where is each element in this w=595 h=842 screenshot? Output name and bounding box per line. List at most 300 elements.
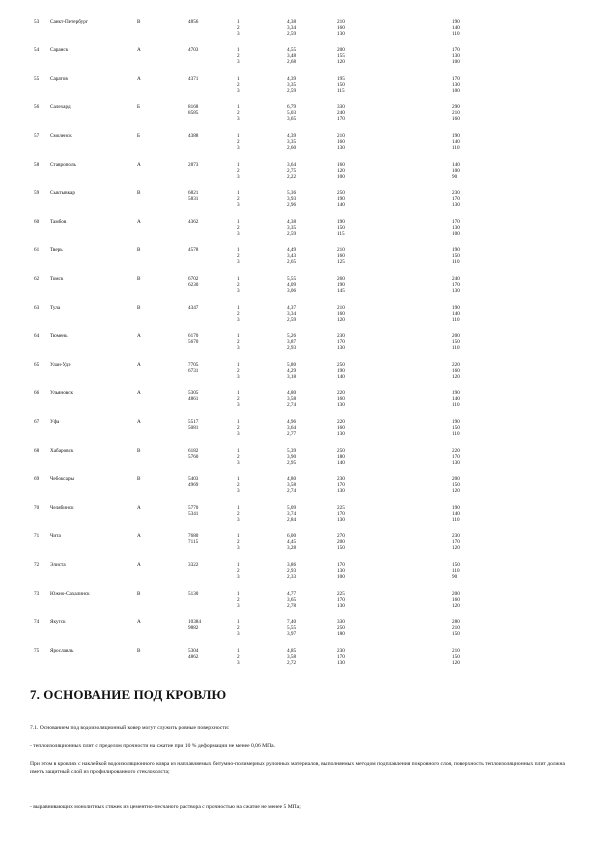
degree-days-value: 4703 <box>188 47 199 54</box>
thickness-b: 130 <box>452 459 460 466</box>
section-title: 7. ОСНОВАНИЕ ПОД КРОВЛЮ <box>30 687 227 702</box>
thermal-resistance: 2,59 <box>287 87 297 94</box>
thickness-b: 150 <box>452 253 460 260</box>
thickness-a: 130 <box>337 30 345 37</box>
thermal-resistance: 2,77 <box>287 431 297 437</box>
degree-days-value: 4969 <box>188 482 199 489</box>
thickness-a: 170 <box>337 653 345 660</box>
thickness-a: 170 <box>337 482 345 489</box>
thermal-resistance: 3,65 <box>287 596 297 603</box>
thermal-resistance: 2,59 <box>287 230 297 237</box>
line-index: 3 <box>237 516 240 523</box>
thermal-resistance: 6,79 <box>287 104 297 111</box>
line-index: 1 <box>237 476 240 483</box>
line-index: 2 <box>237 196 240 203</box>
humidity-zone: А <box>137 390 141 397</box>
thickness-b: 90 <box>452 574 458 580</box>
degree-days-value: 5081 <box>188 424 199 431</box>
degree-days-value: 4862 <box>188 653 199 660</box>
humidity-zone: В <box>137 18 141 25</box>
line-index: 1 <box>237 333 240 340</box>
degree-days-value: 4578 <box>188 247 199 254</box>
humidity-zone: А <box>137 561 141 568</box>
thickness-a: 230 <box>337 647 345 654</box>
line-index: 3 <box>237 545 240 552</box>
thickness-a: 160 <box>337 24 345 31</box>
thickness-b: 190 <box>452 18 460 25</box>
line-index: 2 <box>237 424 240 431</box>
line-index: 1 <box>237 361 240 368</box>
thickness-b: 190 <box>452 304 460 311</box>
thermal-resistance: 4,38 <box>287 18 297 25</box>
degree-days-value: 7680 <box>188 533 199 540</box>
city-name: Элиста <box>50 561 66 568</box>
line-index: 2 <box>237 253 240 260</box>
thickness-b: 170 <box>452 196 460 203</box>
thickness-a: 130 <box>337 431 345 437</box>
thickness-b: 140 <box>452 310 460 317</box>
degree-days-value: 5770 <box>188 504 199 511</box>
thickness-a: 160 <box>337 396 345 403</box>
humidity-zone: А <box>137 533 141 540</box>
thickness-a: 130 <box>337 602 345 609</box>
city-name: Саранск <box>50 47 69 54</box>
line-index: 2 <box>237 167 240 174</box>
thermal-resistance: 3,28 <box>287 545 297 552</box>
line-index: 2 <box>237 138 240 145</box>
thickness-a: 210 <box>337 247 345 254</box>
line-index: 3 <box>237 402 240 409</box>
thickness-a: 195 <box>337 75 345 82</box>
thermal-resistance: 5,03 <box>287 110 297 117</box>
city-name: Тамбов <box>50 218 67 225</box>
degree-days-value: 4362 <box>188 218 199 225</box>
thickness-a: 150 <box>337 224 345 231</box>
thickness-b: 210 <box>452 110 460 117</box>
thickness-b: 200 <box>452 590 460 597</box>
line-index: 2 <box>237 510 240 517</box>
thickness-a: 250 <box>337 447 345 454</box>
line-index: 2 <box>237 110 240 117</box>
thermal-resistance: 4,80 <box>287 390 297 397</box>
thickness-a: 130 <box>337 145 345 151</box>
thickness-a: 130 <box>337 567 345 574</box>
thermal-resistance: 3,90 <box>287 453 297 460</box>
thickness-a: 170 <box>337 561 345 568</box>
line-index: 1 <box>237 18 240 25</box>
degree-days-value: 4856 <box>188 18 199 25</box>
thickness-a: 170 <box>337 339 345 346</box>
line-index: 1 <box>237 418 240 425</box>
thickness-a: 190 <box>337 281 345 288</box>
row-number: 70 <box>34 504 40 511</box>
line-index: 3 <box>237 288 240 294</box>
line-index: 3 <box>237 30 240 37</box>
line-index: 2 <box>237 539 240 546</box>
thickness-b: 140 <box>452 396 460 403</box>
line-index: 1 <box>237 190 240 197</box>
thickness-b: 170 <box>452 281 460 288</box>
city-name: Сыктывкар <box>50 190 75 197</box>
humidity-zone: А <box>137 361 141 368</box>
thermal-resistance: 2,60 <box>287 145 297 151</box>
thermal-resistance: 3,87 <box>287 339 297 346</box>
row-number: 64 <box>34 333 40 340</box>
thermal-resistance: 3,35 <box>287 138 297 145</box>
thickness-a: 160 <box>337 138 345 145</box>
thickness-a: 120 <box>337 59 345 66</box>
thermal-resistance: 2,72 <box>287 659 297 666</box>
thickness-b: 140 <box>452 138 460 145</box>
row-number: 68 <box>34 447 40 454</box>
thermal-resistance: 3,34 <box>287 24 297 31</box>
thickness-b: 200 <box>452 333 460 340</box>
thickness-b: 130 <box>452 202 460 209</box>
degree-days-value: 5341 <box>188 510 199 517</box>
thermal-resistance: 5,55 <box>287 275 297 282</box>
thermal-resistance: 2,22 <box>287 173 297 180</box>
thickness-a: 230 <box>337 333 345 340</box>
line-index: 1 <box>237 304 240 311</box>
thickness-b: 130 <box>452 53 460 60</box>
thickness-a: 120 <box>337 316 345 323</box>
thickness-a: 250 <box>337 625 345 632</box>
thermal-resistance: 2,59 <box>287 30 297 37</box>
degree-days-value: 4371 <box>188 75 199 82</box>
line-index: 3 <box>237 631 240 638</box>
thickness-b: 120 <box>452 659 460 666</box>
thermal-resistance: 3,58 <box>287 482 297 489</box>
line-index: 3 <box>237 574 240 580</box>
thermal-resistance: 4,39 <box>287 75 297 82</box>
city-name: Ульяновск <box>50 390 74 397</box>
city-name: Хабаровск <box>50 447 74 454</box>
line-index: 2 <box>237 453 240 460</box>
line-index: 3 <box>237 59 240 66</box>
humidity-zone: В <box>137 476 141 483</box>
thickness-a: 170 <box>337 116 345 123</box>
thermal-resistance: 4,49 <box>287 247 297 254</box>
row-number: 58 <box>34 161 40 168</box>
thermal-resistance: 3,18 <box>287 373 297 380</box>
thickness-a: 120 <box>337 167 345 174</box>
line-index: 1 <box>237 504 240 511</box>
degree-days-value: 7115 <box>188 539 199 546</box>
city-name: Салехард <box>50 104 71 111</box>
thickness-a: 100 <box>337 574 345 580</box>
thickness-b: 90 <box>452 173 458 180</box>
thickness-b: 100 <box>452 87 460 94</box>
thickness-b: 120 <box>452 602 460 609</box>
thermal-resistance: 5,26 <box>287 333 297 340</box>
thickness-a: 220 <box>337 418 345 425</box>
thickness-a: 160 <box>337 424 345 431</box>
thermal-resistance: 4,29 <box>287 367 297 374</box>
thickness-a: 115 <box>337 87 345 94</box>
thickness-a: 330 <box>337 619 345 626</box>
degree-days-value: 4388 <box>188 132 199 139</box>
thickness-b: 110 <box>452 145 460 151</box>
degree-days-value: 6170 <box>188 333 199 340</box>
paragraph-protective-layer: При этом в кровлях с наклейкой водоизоляционного ковра из наплавляемых битумно-полимерных рулонных материалов, выполняемых методом подплавления покровного слоя, поверхность теплоизоляционных плит должна иметь защитный слой из профилированного стеклохолста; <box>30 761 565 775</box>
line-index: 1 <box>237 533 240 540</box>
thermal-resistance: 2,84 <box>287 516 297 523</box>
thermal-resistance: 2,74 <box>287 488 297 495</box>
thickness-b: 160 <box>452 116 460 123</box>
line-index: 1 <box>237 161 240 168</box>
line-index: 1 <box>237 75 240 82</box>
thickness-a: 160 <box>337 310 345 317</box>
thickness-b: 150 <box>452 561 460 568</box>
thickness-b: 150 <box>452 424 460 431</box>
row-number: 61 <box>34 247 40 254</box>
line-index: 1 <box>237 619 240 626</box>
thickness-b: 150 <box>452 339 460 346</box>
thickness-b: 100 <box>452 167 460 174</box>
thermal-resistance: 3,64 <box>287 424 297 431</box>
thickness-a: 190 <box>337 367 345 374</box>
thickness-b: 110 <box>452 30 460 37</box>
degree-days-value: 3322 <box>188 561 199 568</box>
thickness-b: 190 <box>452 247 460 254</box>
line-index: 1 <box>237 218 240 225</box>
thickness-b: 150 <box>452 653 460 660</box>
humidity-zone: Б <box>137 132 140 139</box>
thickness-b: 140 <box>452 161 460 168</box>
line-index: 2 <box>237 482 240 489</box>
thermal-resistance: 3,58 <box>287 396 297 403</box>
row-number: 53 <box>34 18 40 25</box>
thickness-b: 160 <box>452 596 460 603</box>
thermal-resistance: 5,55 <box>287 625 297 632</box>
thickness-b: 110 <box>452 316 460 323</box>
thickness-b: 200 <box>452 476 460 483</box>
thickness-b: 190 <box>452 504 460 511</box>
thermal-resistance: 4,77 <box>287 590 297 597</box>
line-index: 1 <box>237 590 240 597</box>
thickness-a: 210 <box>337 304 345 311</box>
row-number: 55 <box>34 75 40 82</box>
degree-days-value: 5304 <box>188 647 199 654</box>
degree-days-value: 8168 <box>188 104 199 111</box>
thickness-a: 225 <box>337 504 345 511</box>
row-number: 74 <box>34 619 40 626</box>
thermal-resistance: 3,48 <box>287 53 297 60</box>
line-index: 1 <box>237 561 240 568</box>
line-index: 3 <box>237 116 240 123</box>
line-index: 3 <box>237 373 240 380</box>
humidity-zone: В <box>137 190 141 197</box>
thickness-b: 210 <box>452 647 460 654</box>
degree-days-value: 5670 <box>188 339 199 346</box>
thickness-b: 160 <box>452 367 460 374</box>
thickness-a: 220 <box>337 390 345 397</box>
thermal-resistance: 2,95 <box>287 459 297 466</box>
thickness-b: 120 <box>452 488 460 495</box>
line-index: 3 <box>237 202 240 209</box>
humidity-zone: В <box>137 447 141 454</box>
humidity-zone: В <box>137 275 141 282</box>
thermal-resistance: 4,37 <box>287 304 297 311</box>
humidity-zone: А <box>137 218 141 225</box>
thickness-b: 110 <box>452 259 460 266</box>
thickness-b: 170 <box>452 75 460 82</box>
line-index: 2 <box>237 653 240 660</box>
thermal-resistance: 7,40 <box>287 619 297 626</box>
thickness-a: 125 <box>337 259 345 266</box>
degree-days-value: 5831 <box>188 196 199 203</box>
thermal-resistance: 3,93 <box>287 196 297 203</box>
line-index: 3 <box>237 316 240 323</box>
thickness-a: 170 <box>337 596 345 603</box>
thickness-b: 150 <box>452 631 460 638</box>
degree-days-value: 4861 <box>188 396 199 403</box>
humidity-zone: А <box>137 161 141 168</box>
row-number: 73 <box>34 590 40 597</box>
thickness-a: 200 <box>337 539 345 546</box>
thermal-resistance: 2,59 <box>287 316 297 323</box>
city-name: Уфа <box>50 418 60 425</box>
thickness-a: 140 <box>337 459 345 466</box>
thickness-a: 130 <box>337 488 345 495</box>
row-number: 62 <box>34 275 40 282</box>
thickness-a: 250 <box>337 190 345 197</box>
thermal-resistance: 3,43 <box>287 253 297 260</box>
thickness-a: 145 <box>337 288 345 294</box>
line-index: 1 <box>237 132 240 139</box>
thickness-b: 110 <box>452 431 460 437</box>
thickness-b: 220 <box>452 361 460 368</box>
thermal-resistance: 5,09 <box>287 504 297 511</box>
thermal-resistance: 6,00 <box>287 533 297 540</box>
thickness-a: 200 <box>337 47 345 54</box>
thickness-b: 230 <box>452 533 460 540</box>
thickness-b: 130 <box>452 81 460 88</box>
line-index: 2 <box>237 367 240 374</box>
thickness-a: 130 <box>337 402 345 409</box>
thickness-a: 190 <box>337 196 345 203</box>
line-index: 2 <box>237 53 240 60</box>
paragraph-base-intro: 7.1. Основанием под водоизоляционный ковер могут служить ровные поверхности: <box>30 725 230 731</box>
thickness-b: 280 <box>452 619 460 626</box>
thermal-resistance: 4,09 <box>287 281 297 288</box>
thickness-a: 190 <box>337 218 345 225</box>
thickness-a: 170 <box>337 510 345 517</box>
thickness-b: 230 <box>452 190 460 197</box>
paragraph-screed: - выравнивающих монолитных стяжек из цементно-песчаного раствора с прочностью на сжатие не менее 5 МПа; <box>30 804 301 810</box>
thickness-b: 120 <box>452 373 460 380</box>
degree-days-value: 4347 <box>188 304 199 311</box>
thickness-b: 220 <box>452 447 460 454</box>
thermal-resistance: 3,35 <box>287 81 297 88</box>
city-name: Тверь <box>50 247 63 254</box>
row-number: 67 <box>34 418 40 425</box>
thickness-b: 140 <box>452 24 460 31</box>
line-index: 2 <box>237 567 240 574</box>
thickness-a: 230 <box>337 476 345 483</box>
city-name: Южно-Сахалинск <box>50 590 90 597</box>
thickness-b: 110 <box>452 402 460 409</box>
line-index: 3 <box>237 173 240 180</box>
city-name: Тюмень <box>50 333 68 340</box>
line-index: 3 <box>237 259 240 266</box>
row-number: 75 <box>34 647 40 654</box>
thermal-resistance: 2,96 <box>287 202 297 209</box>
row-number: 66 <box>34 390 40 397</box>
line-index: 2 <box>237 396 240 403</box>
city-name: Смоленск <box>50 132 72 139</box>
thickness-a: 260 <box>337 275 345 282</box>
thermal-resistance: 4,96 <box>287 418 297 425</box>
degree-days-value: 5305 <box>188 390 199 397</box>
degree-days-value: 6702 <box>188 275 199 282</box>
city-name: Челябинск <box>50 504 74 511</box>
thermal-resistance: 4,55 <box>287 47 297 54</box>
row-number: 54 <box>34 47 40 54</box>
thickness-b: 190 <box>452 132 460 139</box>
line-index: 2 <box>237 596 240 603</box>
thickness-b: 210 <box>452 625 460 632</box>
humidity-zone: Б <box>137 104 140 111</box>
thermal-resistance: 2,33 <box>287 574 297 580</box>
thickness-a: 250 <box>337 361 345 368</box>
thickness-a: 225 <box>337 590 345 597</box>
degree-days-value: 10384 <box>188 619 201 626</box>
city-name: Ярославль <box>50 647 74 654</box>
thickness-a: 130 <box>337 659 345 666</box>
thermal-resistance: 4,39 <box>287 132 297 139</box>
thickness-b: 150 <box>452 482 460 489</box>
thickness-a: 140 <box>337 373 345 380</box>
humidity-zone: А <box>137 333 141 340</box>
thickness-b: 100 <box>452 59 460 66</box>
humidity-zone: В <box>137 590 141 597</box>
row-number: 69 <box>34 476 40 483</box>
thickness-b: 240 <box>452 275 460 282</box>
thermal-resistance: 2,68 <box>287 59 297 66</box>
row-number: 57 <box>34 132 40 139</box>
thickness-a: 130 <box>337 516 345 523</box>
city-name: Санкт-Петербург <box>50 18 88 25</box>
line-index: 2 <box>237 24 240 31</box>
thickness-b: 100 <box>452 230 460 237</box>
thickness-b: 110 <box>452 567 460 574</box>
thermal-resistance: 3,86 <box>287 561 297 568</box>
degree-days-value: 6821 <box>188 190 199 197</box>
thickness-a: 140 <box>337 202 345 209</box>
thickness-a: 160 <box>337 253 345 260</box>
thermal-resistance: 3,64 <box>287 161 297 168</box>
line-index: 2 <box>237 310 240 317</box>
degree-days-value: 2873 <box>188 161 199 168</box>
line-index: 1 <box>237 275 240 282</box>
degree-days-value: 6731 <box>188 367 199 374</box>
degree-days-value: 5130 <box>188 590 199 597</box>
thickness-b: 170 <box>452 453 460 460</box>
thickness-a: 150 <box>337 545 345 552</box>
degree-days-value: 5760 <box>188 453 199 460</box>
line-index: 2 <box>237 281 240 288</box>
thickness-a: 130 <box>337 345 345 352</box>
paragraph-insulation-boards: - теплоизоляционных плит с пределом прочности на сжатие при 10 % деформации не менее 0,06 МПа. <box>30 743 276 749</box>
row-number: 72 <box>34 561 40 568</box>
city-name: Томск <box>50 275 64 282</box>
line-index: 3 <box>237 87 240 94</box>
city-name: Саратов <box>50 75 68 82</box>
row-number: 60 <box>34 218 40 225</box>
row-number: 59 <box>34 190 40 197</box>
thermal-resistance: 2,65 <box>287 259 297 266</box>
